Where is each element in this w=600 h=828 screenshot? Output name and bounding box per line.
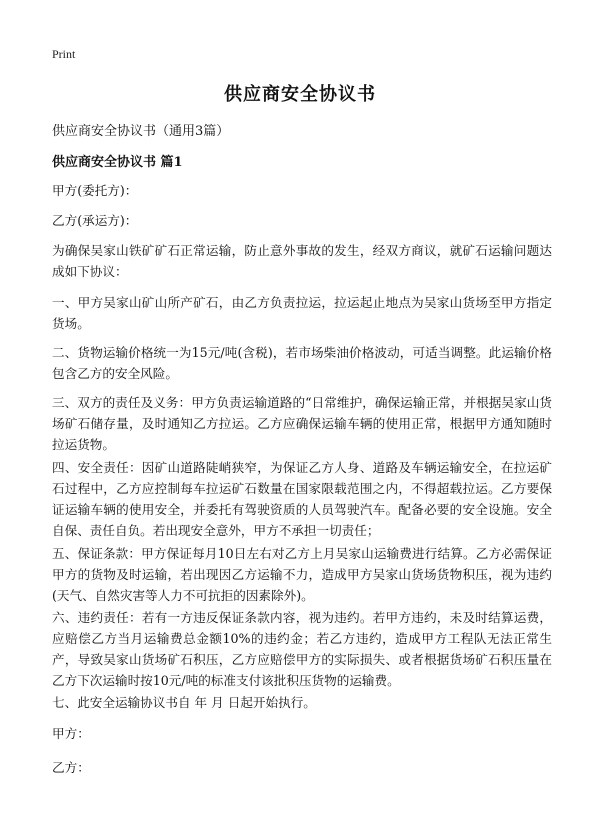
clause-3: 三、双方的责任及义务：甲方负责运输道路的“日常维护，确保运输正常，并根据吴家山货场矿石储存量，及时通知乙方拉运。乙方应确保运输车辆的使用正常，根据甲方通知随时拉运货物。 bbox=[52, 395, 552, 452]
party-b-line: 乙方(承运方)： bbox=[52, 213, 138, 228]
document-subtitle: 供应商安全协议书（通用3篇） bbox=[52, 124, 230, 139]
clause-5: 五、保证条款：甲方保证每月10日左右对乙方上月吴家山运输费进行结算。乙方必需保证甲方的货物及时运输，若出现因乙方运输不力，造成甲方吴家山货场货物积压，视为违约(天气、自然灾害等人力不可抗拒的因素除外)。 bbox=[52, 546, 552, 603]
signature-party-b: 乙方： bbox=[52, 760, 90, 775]
clause-6: 六、违约责任：若有一方违反保证条款内容，视为违约。若甲方违约，未及时结算运费，应赔偿乙方当月运输费总金额10%的违约金；若乙方违约，造成甲方工程队无法正常生产，导致吴家山货场矿石积压，乙方应赔偿甲方的实际损失、或者根据货场矿石积压量在乙方下次运输时按10元/吨的标准支付该批积压货物的运输费。 bbox=[52, 610, 552, 688]
signature-party-a: 甲方： bbox=[52, 726, 90, 741]
intro-paragraph: 为确保吴家山铁矿矿石正常运输，防止意外事故的发生，经双方商议，就矿石运输问题达成如下协议： bbox=[52, 243, 552, 279]
clause-4: 四、安全责任：因矿山道路陡峭狭窄，为保证乙方人身、道路及车辆运输安全，在拉运矿石过程中，乙方应控制每车拉运矿石数量在国家限载范围之内，不得超载拉运。乙方要保证运输车辆的使用安全，并委托有驾驶资质的人员驾驶汽车。配备必要的安全设施。安全自保、责任自负。若出现安全意外，甲方不承担一切责任； bbox=[52, 460, 552, 538]
clause-2: 二、货物运输价格统一为15元/吨(含税)，若市场柴油价格波动，可适当调整。此运输价格包含乙方的安全风险。 bbox=[52, 345, 552, 381]
clause-1: 一、甲方吴家山矿山所产矿石，由乙方负责拉运，拉运起止地点为吴家山货场至甲方指定货场。 bbox=[52, 295, 552, 331]
clause-7: 七、此安全运输协议书自 年 月 日起开始执行。 bbox=[52, 695, 316, 710]
print-link[interactable]: Print bbox=[52, 47, 76, 61]
party-a-line: 甲方(委托方)： bbox=[52, 183, 138, 198]
document-title: 供应商安全协议书 bbox=[224, 84, 376, 105]
section-heading: 供应商安全协议书 篇1 bbox=[52, 155, 183, 170]
